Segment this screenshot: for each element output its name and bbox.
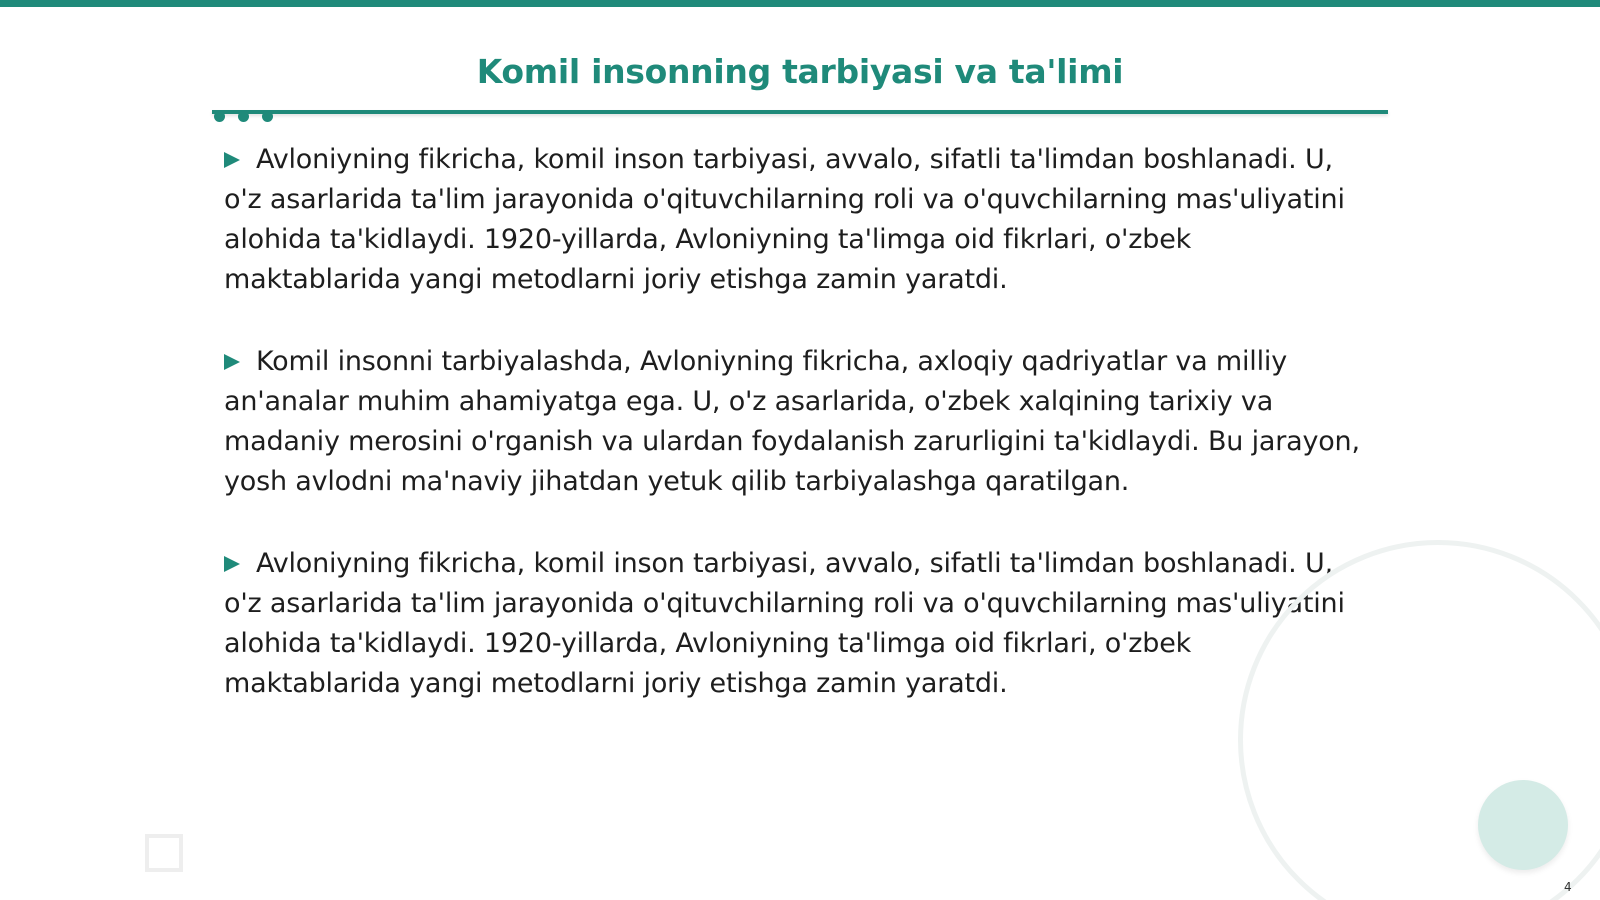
bullet-text: Avloniyning fikricha, komil inson tarbiyasi, avvalo, sifatli ta'limdan boshlanadi. U, o'z asarlarida ta'lim jarayonida o'qituvchilarning roli va o'quvchilarning mas'uliyatini alohida ta'kidlaydi. 1920-yillarda, Avloniyning ta'limga oid fikrlari, o'zbek maktablarida yangi metodlarni joriy etishga zamin yaratdi. — [224, 548, 1345, 699]
bullet-item — [224, 140, 1374, 300]
triangle-bullet-icon — [224, 354, 240, 370]
decor-dot — [238, 111, 249, 122]
slide-title: Komil insonning tarbiyasi va ta'limi — [476, 52, 1124, 91]
decor-dot — [262, 111, 273, 122]
bullet-item — [224, 342, 1374, 502]
bullet-item — [224, 544, 1374, 704]
decor-square — [145, 834, 183, 872]
bullet-text: Avloniyning fikricha, komil inson tarbiyasi, avvalo, sifatli ta'limdan boshlanadi. U, o'z asarlarida ta'lim jarayonida o'qituvchilarning roli va o'quvchilarning mas'uliyatini alohida ta'kidlaydi. 1920-yillarda, Avloniyning ta'limga oid fikrlari, o'zbek maktablarida yangi metodlarni joriy etishga zamin yaratdi. — [224, 144, 1345, 295]
decor-circle — [1478, 780, 1568, 870]
bullet-text: Komil insonni tarbiyalashda, Avloniyning fikricha, axloqiy qadriyatlar va milliy an'analar muhim ahamiyatga ega. U, o'z asarlarida, o'zbek xalqining tarixiy va madaniy merosini o'rganish va ulardan foydalanish zarurligini ta'kidlaydi. Bu jarayon, yosh avlodni ma'naviy jihatdan yetuk qilib tarbiyalashga qaratilgan. — [224, 346, 1360, 497]
top-accent-bar — [0, 0, 1600, 7]
page-number: 4 — [1564, 880, 1572, 894]
title-underline — [212, 110, 1388, 114]
triangle-bullet-icon — [224, 152, 240, 168]
triangle-bullet-icon — [224, 556, 240, 572]
bullet-list — [224, 140, 1374, 746]
decor-dot — [214, 111, 225, 122]
